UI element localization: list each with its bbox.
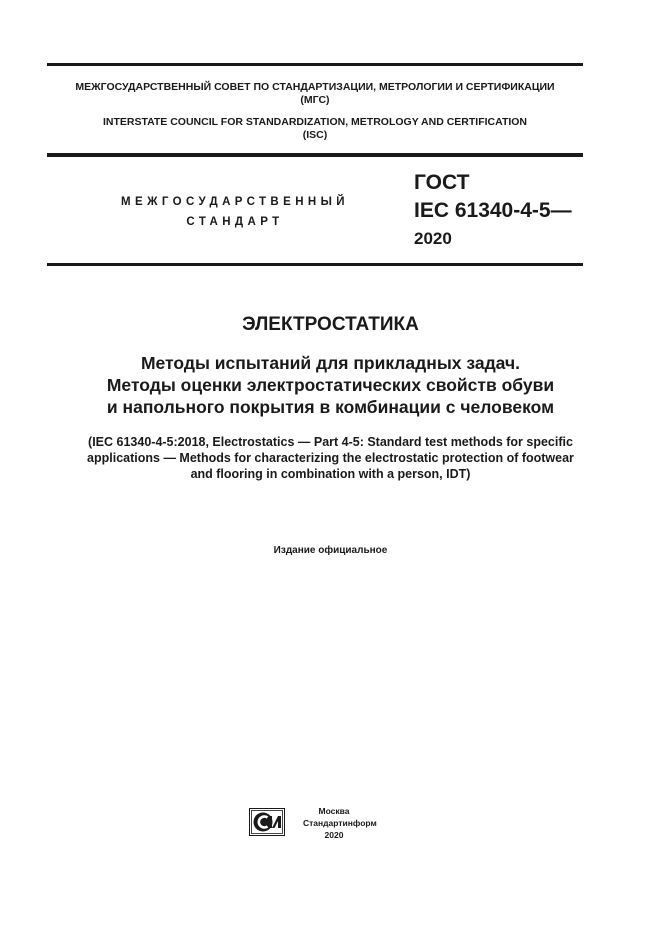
standard-type-line1: МЕЖГОСУДАРСТВЕННЫЙ	[121, 196, 349, 208]
council-name-en-text: INTERSTATE COUNCIL FOR STANDARDIZATION, METROLOGY AND CERTIFICATION	[102, 116, 528, 128]
intl-reference-line: (IEC 61340-4-5:2018, Electrostatics — Part 4-5: Standard test methods for specific	[88, 435, 573, 449]
council-divider	[47, 153, 583, 157]
council-name-en	[47, 116, 583, 142]
international-reference	[30, 434, 631, 482]
subtitle-line: и напольного покрытия в комбинации с человеком	[106, 397, 555, 417]
subtitle-line: Методы оценки электростатических свойств обуви	[106, 375, 555, 395]
designation-number: IEC 61340-4-5—	[414, 199, 572, 222]
document-title: ЭЛЕКТРОСТАТИКА	[242, 314, 419, 335]
standard-type	[90, 192, 380, 232]
edition-label: Издание официальное	[273, 545, 388, 556]
intl-reference-line: and flooring in combination with a person, IDT)	[190, 467, 471, 481]
subtitle-line: Методы испытаний для прикладных задач.	[140, 353, 521, 373]
designation-year: 2020	[414, 229, 452, 248]
header-divider	[47, 263, 583, 266]
council-name-ru	[47, 81, 583, 107]
publisher-city: Москва	[318, 806, 350, 816]
document-subtitle	[30, 352, 631, 418]
council-abbr-ru: (МГС)	[300, 94, 330, 106]
designation-prefix: ГОСТ	[414, 171, 470, 194]
top-divider	[47, 63, 583, 66]
publisher-info	[303, 805, 377, 841]
standard-designation	[414, 169, 572, 253]
council-name-ru-text: МЕЖГОСУДАРСТВЕННЫЙ СОВЕТ ПО СТАНДАРТИЗАЦИИ, МЕТРОЛОГИИ И СЕРТИФИКАЦИИ	[75, 81, 555, 93]
council-abbr-en: (ISC)	[302, 129, 328, 141]
publisher-name: Стандартинформ	[303, 818, 377, 828]
intl-reference-line: applications — Methods for characterizing the electrostatic protection of footwear	[87, 451, 574, 465]
publisher-year: 2020	[324, 830, 344, 840]
standartinform-logo-icon	[249, 808, 285, 836]
standard-type-line2: СТАНДАРТ	[186, 216, 284, 228]
